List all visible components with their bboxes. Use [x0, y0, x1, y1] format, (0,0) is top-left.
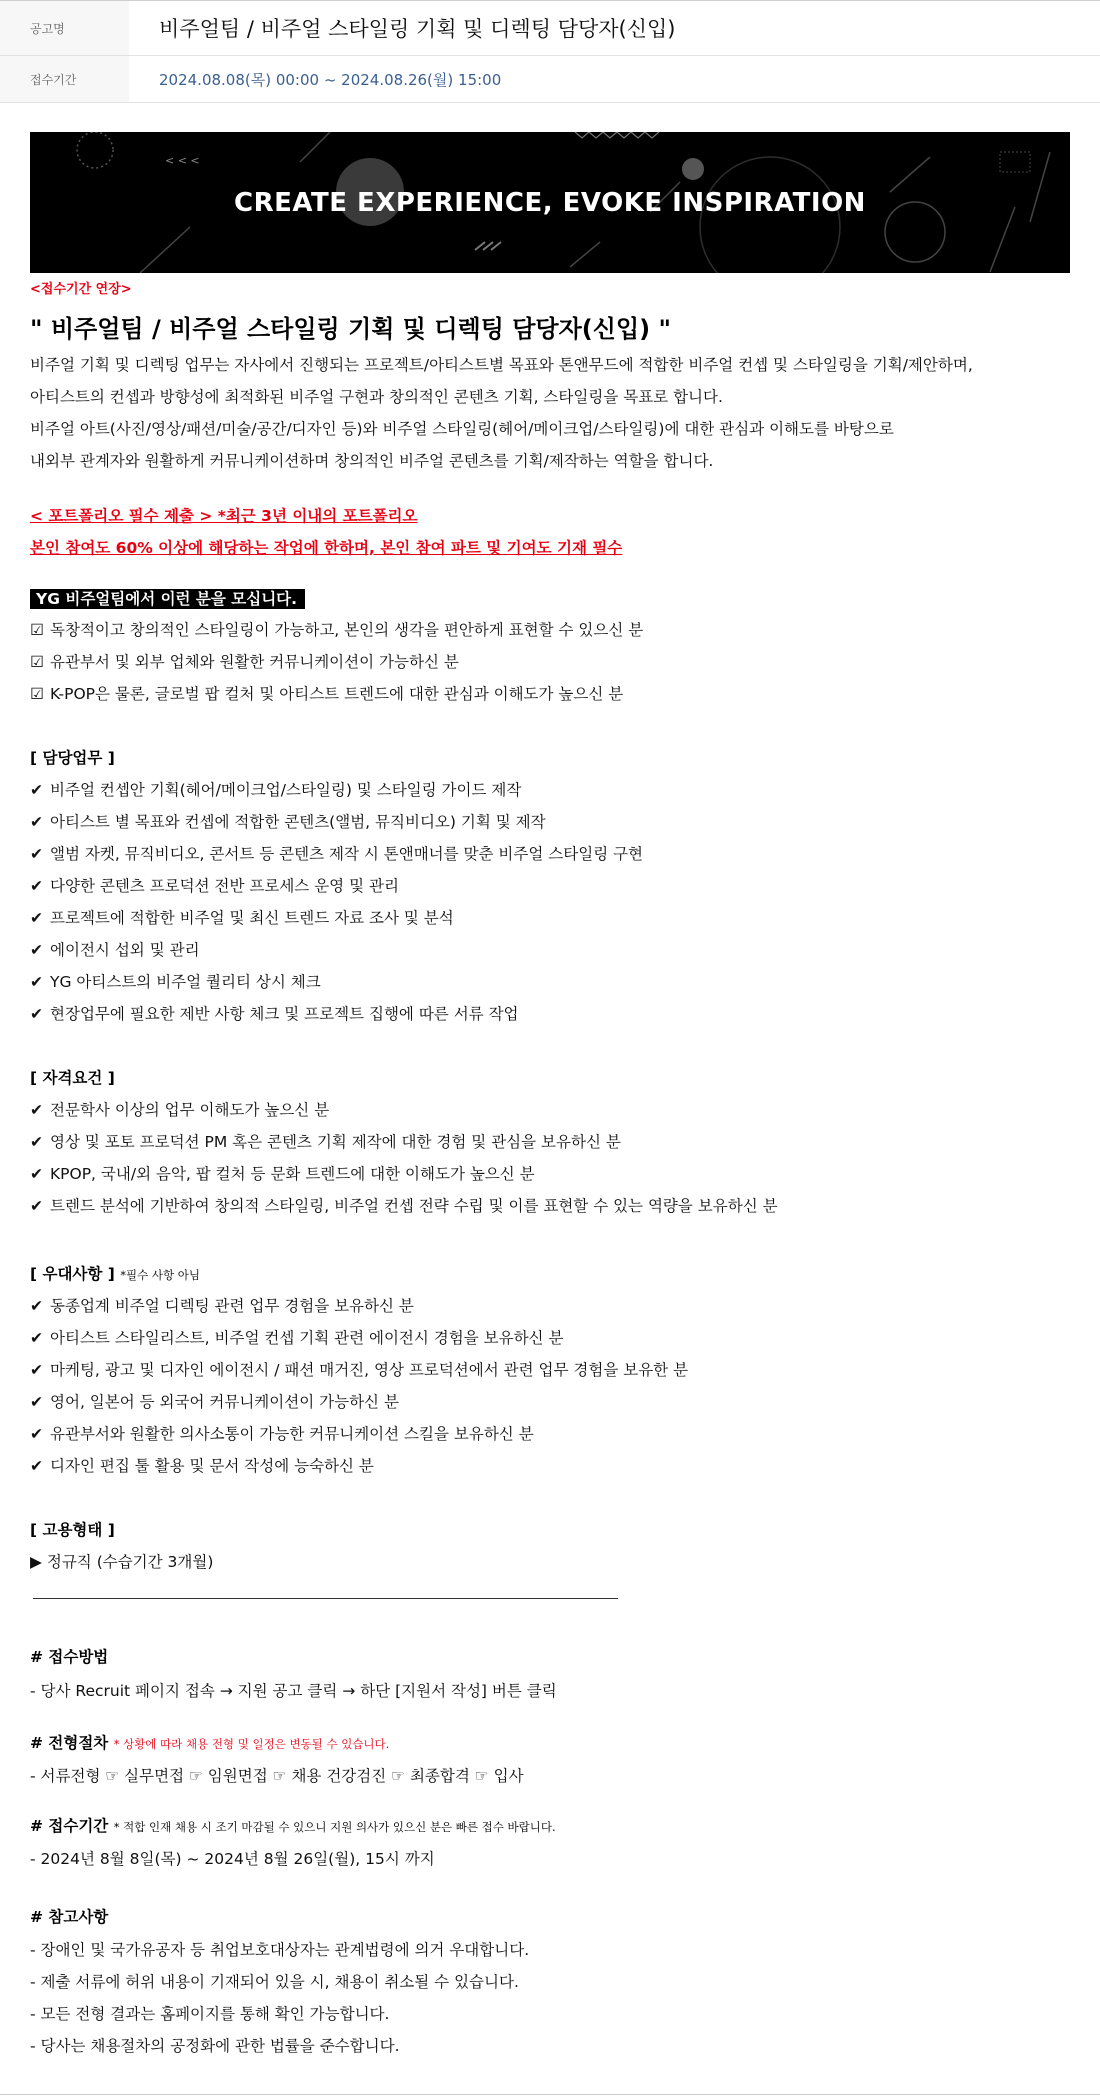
preferred-item: ✔ 동종업계 비주얼 디렉팅 관련 업무 경험을 보유하신 분 [30, 1297, 414, 1315]
deadline-text: - 2024년 8월 8일(목) ~ 2024년 8월 26일(월), 15시 까지 [30, 1850, 435, 1868]
employment-title: [ 고용형태 ] [30, 1521, 115, 1539]
check-icon: ✔ [30, 1165, 43, 1183]
job-title-row [0, 1, 1100, 56]
seeking-item: ☑ K-POP은 물론, 글로벌 팝 컬처 및 아티스트 트렌드에 대한 관심과 이해도가 높으신 분 [30, 685, 624, 703]
checkbox-icon: ☑ [30, 621, 44, 639]
check-icon: ✔ [30, 909, 43, 927]
seeking-item: ☑ 독창적이고 창의적인 스타일링이 가능하고, 본인의 생각을 편안하게 표현할 수 있으신 분 [30, 621, 644, 639]
reference-title: # 참고사항 [30, 1908, 109, 1926]
section-divider [33, 1598, 618, 1599]
reference-item: - 장애인 및 국가유공자 등 취업보호대상자는 관계법령에 의거 우대합니다. [30, 1941, 530, 1959]
preferred-heading [30, 1262, 200, 1284]
banner-slogan: CREATE EXPERIENCE, EVOKE INSPIRATION [234, 187, 866, 218]
job-info-table [0, 0, 1100, 103]
requirement-item: ✔ 트렌드 분석에 기반하여 창의적 스타일링, 비주얼 컨셉 전략 수립 및 이를 표현할 수 있는 역량을 보유하신 분 [30, 1197, 778, 1215]
process-title: # 전형절차 [30, 1734, 109, 1752]
intro-line: 내외부 관계자와 원활하게 커뮤니케이션하며 창의적인 비주얼 콘텐츠를 기획/제작하는 역할을 합니다. [30, 452, 714, 470]
duty-item: ✔ 아티스트 별 목표와 컨셉에 적합한 콘텐츠(앨범, 뮤직비디오) 기획 및 제작 [30, 813, 546, 831]
job-title-value: 비주얼팀 / 비주얼 스타일링 기획 및 디렉팅 담당자(신입) [159, 17, 676, 41]
checkbox-icon: ☑ [30, 653, 44, 671]
seeking-title: YG 비주얼팀에서 이런 분을 모십니다. [30, 589, 305, 609]
check-icon: ✔ [30, 1133, 43, 1151]
duty-item: ✔ 비주얼 컨셉안 기획(헤어/메이크업/스타일링) 및 스타일링 가이드 제작 [30, 781, 522, 799]
preferred-item: ✔ 디자인 편집 툴 활용 및 문서 작성에 능숙하신 분 [30, 1457, 374, 1475]
apply-text: - 당사 Recruit 페이지 접속 → 지원 공고 클릭 → 하단 [지원서 작성] 버튼 클릭 [30, 1682, 557, 1700]
process-text: - 서류전형 ☞ 실무면접 ☞ 임원면접 ☞ 채용 건강검진 ☞ 최종합격 ☞ 입사 [30, 1767, 524, 1785]
preferred-note: *필수 사항 아님 [120, 1268, 200, 1282]
duties-title: [ 담당업무 ] [30, 749, 115, 767]
requirement-item: ✔ KPOP, 국내/외 음악, 팝 컬처 등 문화 트렌드에 대한 이해도가 높으신 분 [30, 1165, 535, 1183]
preferred-title: [ 우대사항 ] [30, 1265, 115, 1283]
deadline-heading [30, 1814, 556, 1836]
check-icon: ✔ [30, 1457, 43, 1475]
duty-item: ✔ 앨범 자켓, 뮤직비디오, 콘서트 등 콘텐츠 제작 시 톤앤매너를 맞춘 비주얼 스타일링 구현 [30, 845, 644, 863]
check-icon: ✔ [30, 973, 43, 991]
check-icon: ✔ [30, 877, 43, 895]
duty-item: ✔ 프로젝트에 적합한 비주얼 및 최신 트렌드 자료 조사 및 분석 [30, 909, 454, 927]
reference-item: - 제출 서류에 허위 내용이 기재되어 있을 시, 채용이 취소될 수 있습니다. [30, 1973, 519, 1991]
check-icon: ✔ [30, 1005, 43, 1023]
deadline-extension-notice: <접수기간 연장> [30, 282, 132, 297]
duty-item: ✔ 에이전시 섭외 및 관리 [30, 941, 200, 959]
requirement-item: ✔ 영상 및 포토 프로덕션 PM 혹은 콘텐츠 기획 제작에 대한 경험 및 관심을 보유하신 분 [30, 1133, 621, 1151]
portfolio-required-notice: < 포트폴리오 필수 제출 > *최근 3년 이내의 포트폴리오 [30, 507, 418, 525]
period-row [0, 56, 1100, 103]
check-icon: ✔ [30, 941, 43, 959]
preferred-item: ✔ 영어, 일본어 등 외국어 커뮤니케이션이 가능하신 분 [30, 1393, 399, 1411]
check-icon: ✔ [30, 1197, 43, 1215]
bottom-border [0, 2094, 1100, 2095]
check-icon: ✔ [30, 1425, 43, 1443]
period-value: 2024.08.08(목) 00:00 ~ 2024.08.26(월) 15:00 [159, 70, 502, 89]
check-icon: ✔ [30, 1329, 43, 1347]
job-title-label: 공고명 [0, 1, 129, 55]
deadline-title: # 접수기간 [30, 1817, 109, 1835]
portfolio-contribution-notice: 본인 참여도 60% 이상에 해당하는 작업에 한하며, 본인 참여 파트 및 기여도 기재 필수 [30, 539, 623, 557]
preferred-item: ✔ 유관부서와 원활한 의사소통이 가능한 커뮤니케이션 스킬을 보유하신 분 [30, 1425, 534, 1443]
process-note: * 상황에 따라 채용 전형 및 일정은 변동될 수 있습니다. [113, 1737, 390, 1751]
check-icon: ✔ [30, 781, 43, 799]
hero-banner [30, 132, 1070, 273]
duty-item: ✔ YG 아티스트의 비주얼 퀄리티 상시 체크 [30, 973, 321, 991]
intro-line: 비주얼 아트(사진/영상/패션/미술/공간/디자인 등)와 비주얼 스타일링(헤어/메이크업/스타일링)에 대한 관심과 이해도를 바탕으로 [30, 420, 894, 438]
check-icon: ✔ [30, 1297, 43, 1315]
requirement-item: ✔ 전문학사 이상의 업무 이해도가 높으신 분 [30, 1101, 330, 1119]
apply-title: # 접수방법 [30, 1648, 109, 1666]
checkbox-icon: ☑ [30, 685, 44, 703]
employment-item: ▶ 정규직 (수습기간 3개월) [30, 1553, 214, 1571]
check-icon: ✔ [30, 1101, 43, 1119]
preferred-item: ✔ 아티스트 스타일리스트, 비주얼 컨셉 기획 관련 에이전시 경험을 보유하신 분 [30, 1329, 564, 1347]
process-heading [30, 1731, 389, 1753]
requirements-title: [ 자격요건 ] [30, 1069, 115, 1087]
period-label: 접수기간 [0, 56, 129, 102]
posting-headline: " 비주얼팀 / 비주얼 스타일링 기획 및 디렉팅 담당자(신입) " [30, 315, 671, 343]
duty-item: ✔ 현장업무에 필요한 제반 사항 체크 및 프로젝트 집행에 따른 서류 작업 [30, 1005, 519, 1023]
intro-line: 아티스트의 컨셉과 방향성에 최적화된 비주얼 구현과 창의적인 콘텐츠 기획, 스타일링을 목표로 합니다. [30, 388, 723, 406]
check-icon: ✔ [30, 1361, 43, 1379]
deadline-note: * 적합 인재 채용 시 조기 마감될 수 있으니 지원 의사가 있으신 분은 빠른 접수 바랍니다. [113, 1820, 556, 1834]
preferred-item: ✔ 마케팅, 광고 및 디자인 에이전시 / 패션 매거진, 영상 프로덕션에서 관련 업무 경험을 보유한 분 [30, 1361, 689, 1379]
seeking-heading [30, 587, 305, 609]
reference-item: - 당사는 채용절차의 공정화에 관한 법률을 준수합니다. [30, 2037, 400, 2055]
check-icon: ✔ [30, 813, 43, 831]
intro-line: 비주얼 기획 및 디렉팅 업무는 자사에서 진행되는 프로젝트/아티스트별 목표와 톤앤무드에 적합한 비주얼 컨셉 및 스타일링을 기획/제안하며, [30, 356, 973, 374]
duty-item: ✔ 다양한 콘텐츠 프로덕션 전반 프로세스 운영 및 관리 [30, 877, 399, 895]
reference-item: - 모든 전형 결과는 홈페이지를 통해 확인 가능합니다. [30, 2005, 390, 2023]
seeking-item: ☑ 유관부서 및 외부 업체와 원활한 커뮤니케이션이 가능하신 분 [30, 653, 459, 671]
check-icon: ✔ [30, 1393, 43, 1411]
banner-arrows: < < < [165, 154, 200, 167]
check-icon: ✔ [30, 845, 43, 863]
